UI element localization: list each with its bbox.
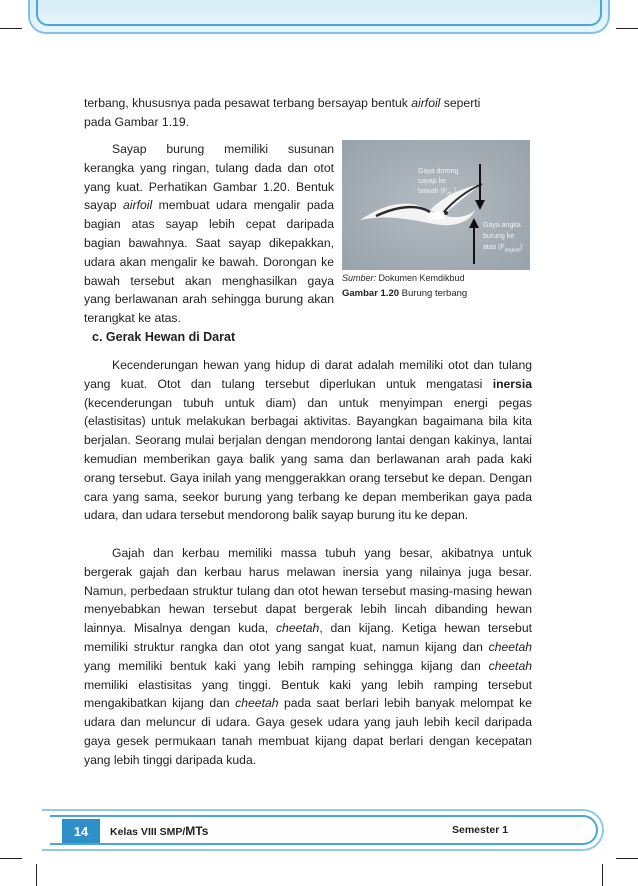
para2-text: yang memiliki bentuk kaki yang lebih ramping sehingga kijang dan [84, 658, 489, 673]
section-heading: c. Gerak Hewan di Darat [92, 330, 236, 344]
crop-mark [616, 858, 638, 859]
intro-text: terbang, khususnya pada pesawat terbang bersayap bentuk [84, 96, 412, 110]
intro-paragraph [84, 94, 532, 132]
lift-label-line3: atas (F [483, 244, 505, 251]
paragraph-animals [84, 544, 532, 770]
wing-italic: airfoil [123, 198, 153, 213]
intro-italic: airfoil [411, 96, 441, 110]
para2-text: , dan kijang. Ketiga hewan tersebut memiliki struktur rangka dan otot yang sangat kuat, namun kijang dan [84, 621, 532, 654]
para2-text: pada saat berlari lebih banyak melompat ke udara dan meluncur di udara. Gaya gesek udara yang jauh lebih kecil daripada gaya gesek permukaan tanah membuat kijang dapat berlari dengan kecepatan yang lebih tinggi daripada kuda. [84, 696, 532, 767]
wing-text-end: membuat udara mengalir pada bagian atas sayap lebih cepat daripada bagian bawahnya. Saat sayap dikepakkan, udara akan mengalir ke bawah. Dorongan ke bawah tersebut akan menghasilkan gaya yang berlawanan arah sehingga burung akan terangkat ke atas. [84, 198, 334, 326]
caption-number: Gambar 1.20 [342, 288, 400, 299]
para1-text: Kecenderungan hewan yang hidup di darat adalah memiliki otot dan tulang yang kuat. Otot dan tulang tersebut diperlukan untuk mengatasi [84, 358, 532, 391]
figure-caption [342, 288, 467, 299]
para1-text-end: (kecenderungan tubuh untuk diam) dan untuk menyimpan energi pegas (elastisitas) untuk melakukan berbagai aktivitas. Bayangkan bagaimana bila kita berjalan. Seorang mulai berjalan dengan mendorong lantai dengan kakinya, lantai kemudian memberikan gaya balik yang sama dan berlawanan arah pada kaki orang tersebut. Gaya inilah yang menggerakkan orang tersebut ke depan. Dengan cara yang sama, seekor burung yang terbang ke depan memberikan gaya pada udara, dan udara tersebut mendorong balik sayap burung itu ke depan. [84, 395, 532, 523]
lift-label-sub: angkat [504, 247, 520, 254]
para2-italic: cheetah [235, 696, 279, 711]
lift-label-line2: burung ke [483, 233, 515, 240]
para2-italic: cheetah [488, 658, 532, 673]
push-force-label [418, 167, 458, 199]
crop-mark [0, 28, 22, 29]
push-label-line2: sayap ke [418, 178, 447, 185]
wing-paragraph [84, 140, 334, 328]
figure-source [342, 273, 465, 283]
crop-mark [616, 28, 638, 29]
lift-label-end: ) [519, 244, 523, 251]
crop-mark [602, 864, 603, 886]
intro-text-end: seperti [440, 96, 481, 110]
arrow-up-icon [468, 216, 480, 266]
footer-class-text: Kelas VIII SMP/ [110, 826, 186, 838]
push-label-sub: dor [447, 191, 455, 198]
para2-text: Gajah dan kerbau memiliki massa tubuh yang besar, akibatnya untuk bergerak gajah dan kerbau harus melawan inersia yang nilainya juga besar. Namun, perbedaan struktur tulang dan otot hewan tersebut masing-masing hewan menyebabkan hewan tersebut dapat bergerak lebih lincah dibanding hewan lainnya. Misalnya dengan kuda, [84, 546, 532, 636]
push-label-end: ) [454, 188, 457, 195]
footer-semester: Semester 1 [452, 824, 509, 836]
source-label: Sumber: [342, 273, 377, 283]
para1-bold: inersia [492, 376, 532, 391]
bird-figure [342, 140, 530, 270]
wing-text: Sayap burung memiliki susunan kerangka yang ringan, tulang dada dan otot yang kuat. Perhatikan Gambar 1.20. Bentuk sayap [84, 142, 334, 213]
paragraph-inertia [84, 356, 532, 525]
para2-italic: cheetah [488, 639, 532, 654]
lift-label-line1: Gaya angka [483, 222, 521, 229]
push-label-line3: bawah (F [418, 188, 448, 195]
caption-text: Burung terbang [399, 288, 468, 299]
crop-mark [0, 858, 22, 859]
crop-mark [36, 864, 37, 886]
para2-italic: cheetah [275, 621, 320, 636]
footer-class-label [110, 824, 208, 838]
push-label-line1: Gaya dorong [418, 168, 459, 175]
footer-class-mts: MTs [185, 824, 209, 838]
source-text: Dokumen Kemdikbud [376, 273, 465, 283]
lift-force-label [483, 220, 522, 256]
header-banner-inner [36, 0, 602, 26]
intro-text-line2: pada Gambar 1.19. [84, 114, 190, 129]
arrow-down-icon [474, 162, 486, 212]
page-number: 14 [62, 819, 100, 843]
para2-text: memiliki elastisitas yang tinggi. Bentuk kaki yang lebih ramping tersebut mengakibatkan kijang dan [84, 677, 532, 711]
